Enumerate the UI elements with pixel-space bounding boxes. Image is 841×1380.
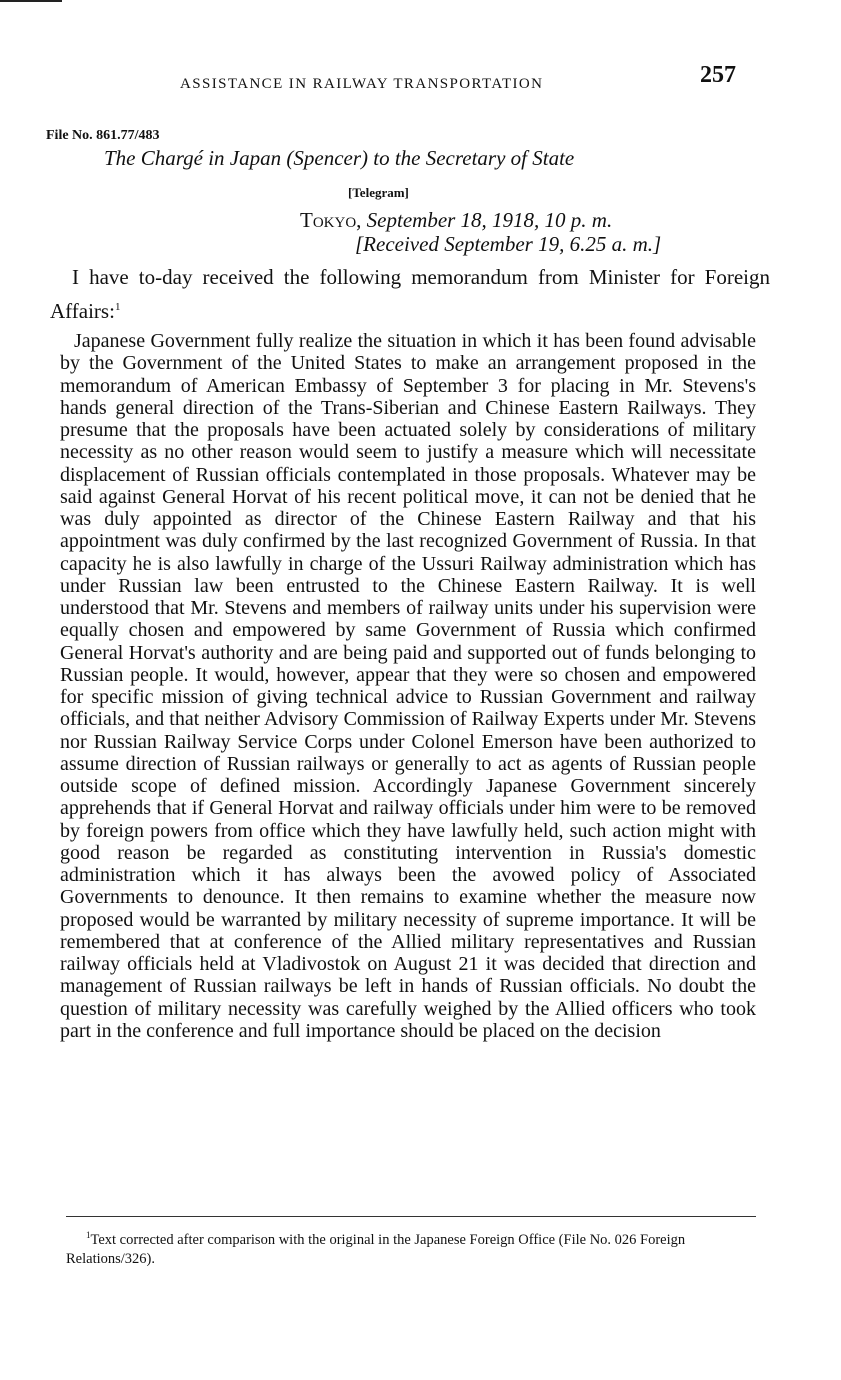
footnote-reference: 1 bbox=[114, 301, 121, 313]
running-head: ASSISTANCE IN RAILWAY TRANSPORTATION bbox=[180, 76, 544, 92]
page-number: 257 bbox=[700, 62, 736, 88]
dateline bbox=[300, 208, 612, 233]
dateline-place: Tokyo, bbox=[300, 208, 362, 232]
footnote-marker: 1 bbox=[86, 1230, 91, 1240]
intro-text: I have to-day received the following memorandum from Minister for Foreign Affairs: bbox=[50, 265, 770, 323]
dateline-date: September 18, 1918, 10 p. m. bbox=[366, 208, 613, 232]
corner-rule bbox=[0, 0, 62, 2]
document-type: [Telegram] bbox=[348, 185, 409, 200]
intro-paragraph bbox=[50, 262, 770, 326]
memorandum-text: Japanese Government fully realize the situation in which it has been found advisable by the Government of the United States to make an arrangement proposed in the memorandum of American Embassy of September 3 for placing in Mr. Stevens's hands general direction of the Trans-Siberian and Chinese Eastern Railways. They presume that the proposals have been actuated solely by considerations of military necessity as no other reason would seem to justify a measure which will necessitate displacement of Russian officials contemplated in those proposals. Whatever may be said against General Horvat of his recent political move, it can not be denied that he was duly appointed as director of the Chinese Eastern Railway and that his appointment was duly confirmed by the last recognized Government of Russia. In that capacity he is also lawfully in charge of the Ussuri Railway administration which has under Russian law been entrusted to the Chinese Eastern Railway. It is well understood that Mr. Stevens and members of railway units under his supervision were equally chosen and empowered by same Government of Russia which confirmed General Horvat's authority and are being paid and supported out of funds belonging to Russian people. It would, however, appear that they were so chosen and empowered for specific mission of giving technical advice to Russian Government and railway officials, and that neither Advisory Commission of Railway Experts under Mr. Stevens nor Russian Railway Service Corps under Colonel Emerson have been authorized to assume direction of Russian railways or generally to act as agents of Russian people outside scope of defined mission. Accordingly Japanese Government sincerely apprehends that if General Horvat and railway officials under him were to be removed by foreign powers from office which they have lawfully held, such action might with good reason be regarded as constituting intervention in Russia's domestic administration which it has always been the avowed policy of Associated Governments to denounce. It then remains to examine whether the measure now proposed would be warranted by military necessity of supreme importance. It will be remembered that at conference of the Allied military representatives and Russian railway officials held at Vladivostok on August 21 it was decided that direction and management of Russian railways be left in hands of Russian officials. No doubt the question of military necessity was carefully weighed by the Allied officers who took part in the conference and full importance should be placed on the decision bbox=[60, 330, 756, 1042]
footnote-divider bbox=[66, 1216, 756, 1217]
footnote-text: Text corrected after comparison with the original in the Japanese Foreign Office (File No. 026 Foreign Relations/326). bbox=[66, 1231, 686, 1267]
footnote bbox=[66, 1226, 756, 1269]
document-title: The Chargé in Japan (Spencer) to the Secretary of State bbox=[104, 146, 575, 170]
file-number: File No. 861.77/483 bbox=[46, 128, 160, 143]
received-note: [Received September 19, 6.25 a. m.] bbox=[355, 232, 662, 256]
